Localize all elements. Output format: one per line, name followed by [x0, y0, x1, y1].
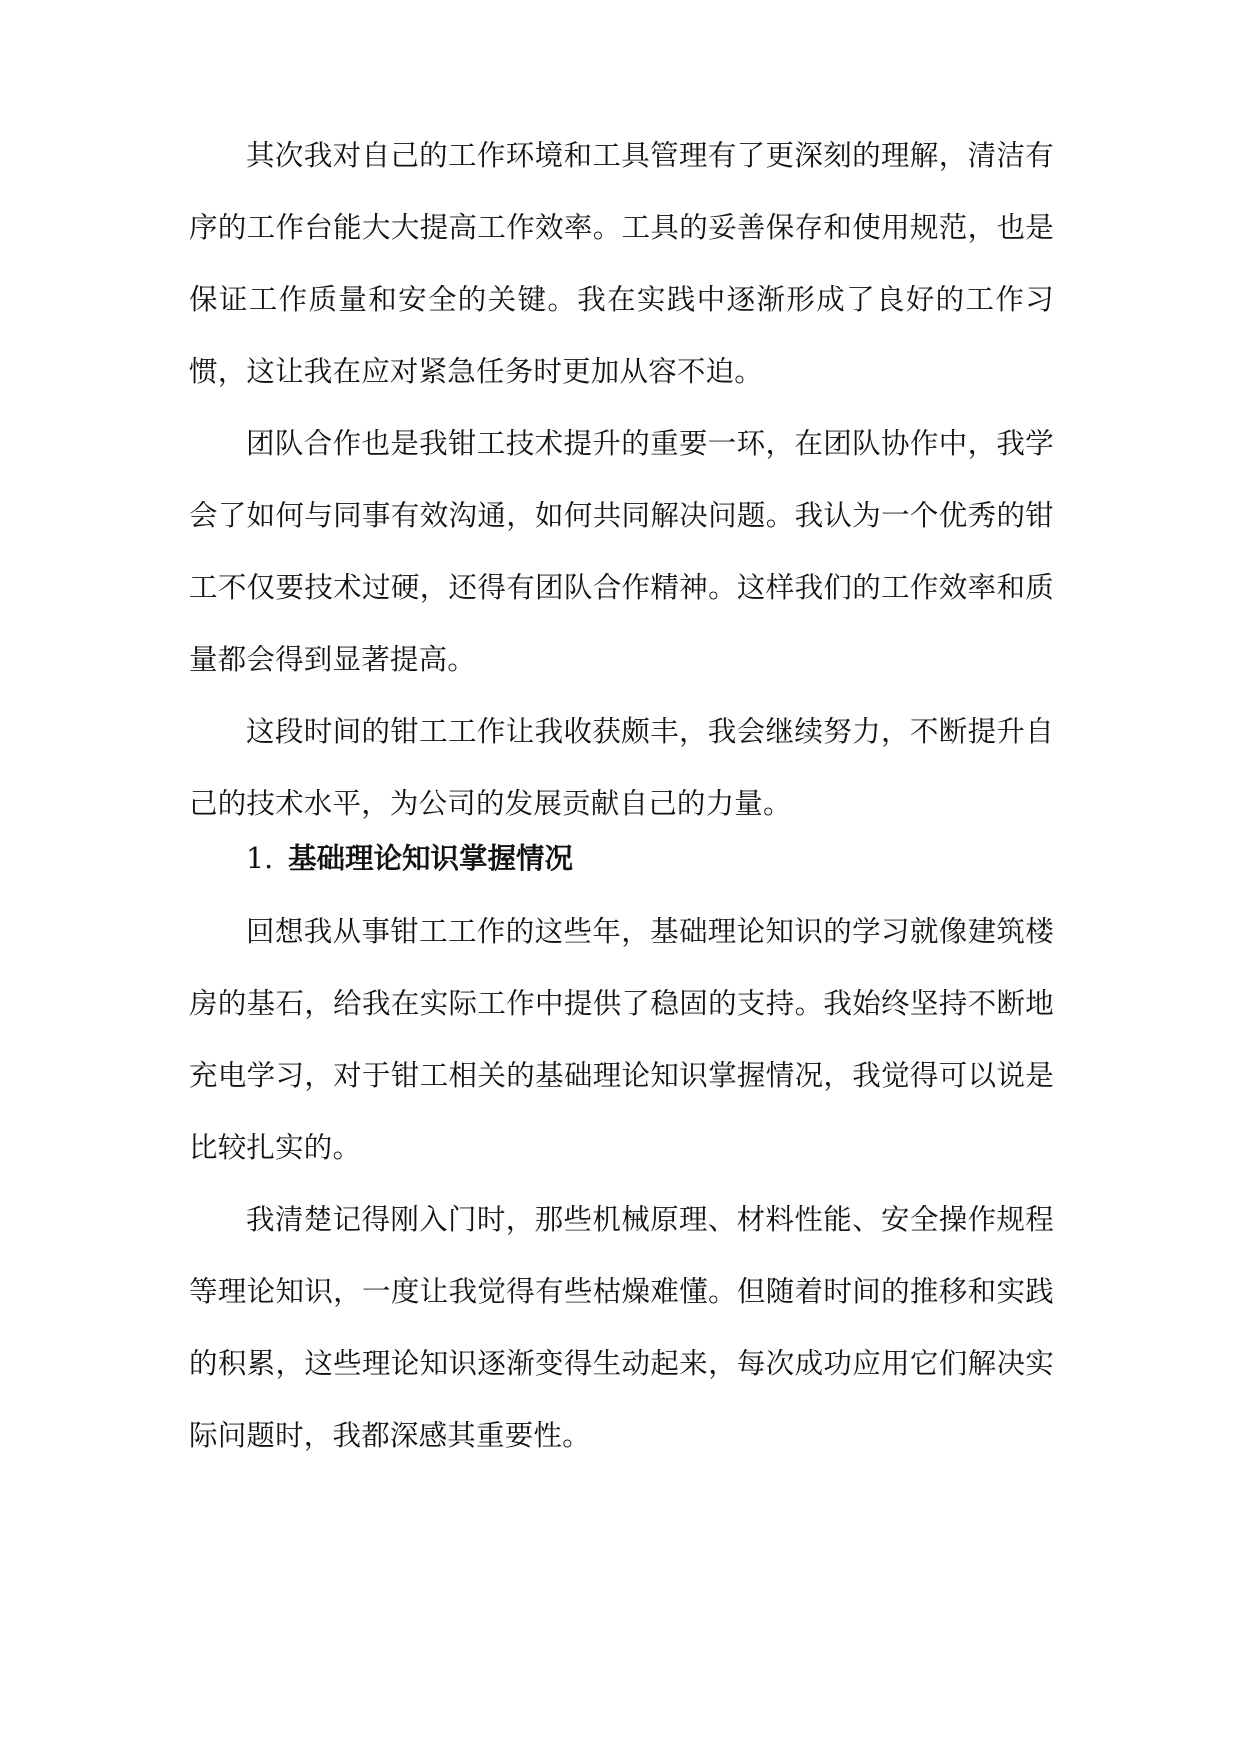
section-title: 基础理论知识掌握情况 [288, 841, 574, 875]
section-heading [189, 822, 1054, 895]
paragraph-theory-practice: 我清楚记得刚入门时，那些机械原理、材料性能、安全操作规程等理论知识，一度让我觉得有些枯燥难懂。但随着时间的推移和实践的积累，这些理论知识逐渐变得生动起来，每次成功应用它们解决实际问题时，我都深感其重要性。 [189, 1203, 1054, 1452]
paragraph-work-environment: 其次我对自己的工作环境和工具管理有了更深刻的理解，清洁有序的工作台能大大提高工作效率。工具的妥善保存和使用规范，也是保证工作质量和安全的关键。我在实践中逐渐形成了良好的工作习惯，这让我在应对紧急任务时更加从容不迫。 [189, 139, 1054, 388]
paragraph-summary: 这段时间的钳工工作让我收获颇丰，我会继续努力，不断提升自己的技术水平，为公司的发展贡献自己的力量。 [189, 715, 1054, 820]
paragraph-theory-foundation: 回想我从事钳工工作的这些年，基础理论知识的学习就像建筑楼房的基石，给我在实际工作中提供了稳固的支持。我始终坚持不断地充电学习，对于钳工相关的基础理论知识掌握情况，我觉得可以说是比较扎实的。 [189, 915, 1054, 1164]
body-text-bottom [189, 896, 1054, 1472]
paragraph-teamwork: 团队合作也是我钳工技术提升的重要一环，在团队协作中，我学会了如何与同事有效沟通，如何共同解决问题。我认为一个优秀的钳工不仅要技术过硬，还得有团队合作精神。这样我们的工作效率和质量都会得到显著提高。 [189, 427, 1054, 676]
body-text-top [189, 120, 1054, 840]
section-number: 1. [246, 842, 274, 875]
